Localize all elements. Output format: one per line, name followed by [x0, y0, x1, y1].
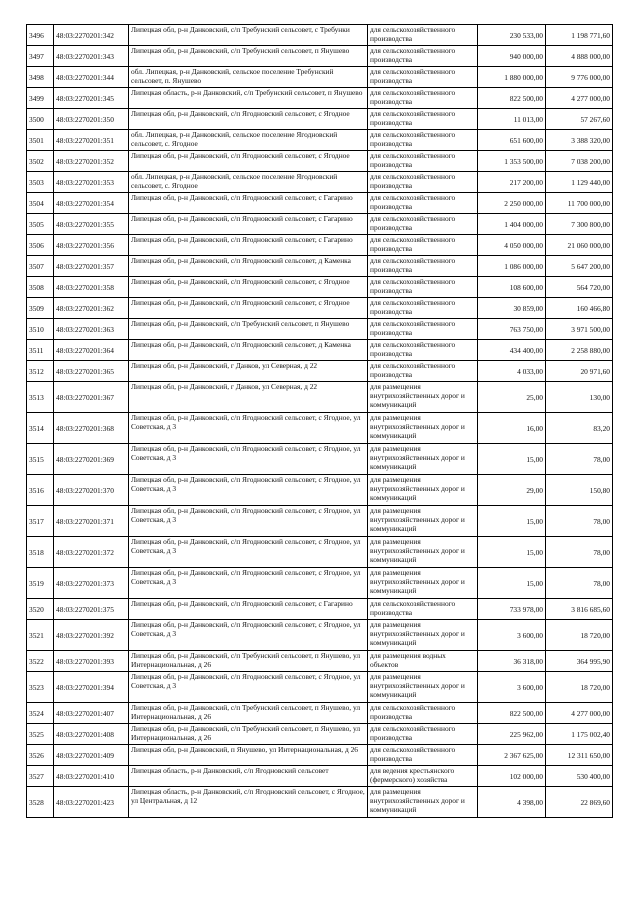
table-row: [27, 46, 613, 67]
cadastral-number-cell: 48:03:2270201:370: [54, 475, 129, 506]
permitted-use-cell: для сельскохозяйственного производства: [368, 172, 478, 193]
cadastral-value-cell: 150,80: [546, 475, 613, 506]
permitted-use-cell: для сельскохозяйственного производства: [368, 67, 478, 88]
table-row: [27, 413, 613, 444]
address-cell: Липецкая обл, р-н Данковский, с/п Ягодновский сельсовет, с Ягодное: [129, 298, 368, 319]
area-cell: 733 978,00: [478, 599, 546, 620]
plot-number-cell: 3527: [27, 766, 54, 787]
cadastral-value-cell: 22 869,60: [546, 787, 613, 818]
address-cell: Липецкая обл, р-н Данковский, с/п Требунский сельсовет, п Янушево: [129, 319, 368, 340]
address-cell: Липецкая обл, р-н Данковский, с/п Ягодновский сельсовет, с Ягодное: [129, 109, 368, 130]
permitted-use-cell: для размещения внутрихозяйственных дорог и коммуникаций: [368, 382, 478, 413]
permitted-use-cell: для размещения внутрихозяйственных дорог и коммуникаций: [368, 537, 478, 568]
table-row: [27, 235, 613, 256]
area-cell: 1 353 500,00: [478, 151, 546, 172]
cadastral-value-cell: 1 129 440,00: [546, 172, 613, 193]
cadastral-number-cell: 48:03:2270201:356: [54, 235, 129, 256]
cadastral-value-cell: 3 388 320,00: [546, 130, 613, 151]
area-cell: 822 500,00: [478, 88, 546, 109]
table-row: [27, 475, 613, 506]
address-cell: Липецкая обл, р-н Данковский, с/п Ягодновский сельсовет, д Каменка: [129, 340, 368, 361]
area-cell: 763 750,00: [478, 319, 546, 340]
plot-number-cell: 3505: [27, 214, 54, 235]
cadastral-value-cell: 1 198 771,60: [546, 25, 613, 46]
address-cell: Липецкая обл, р-н Данковский, с/п Ягодновский сельсовет, с Ягодное, ул Советская, д 3: [129, 444, 368, 475]
area-cell: 15,00: [478, 537, 546, 568]
plot-number-cell: 3511: [27, 340, 54, 361]
cadastral-value-cell: 20 971,60: [546, 361, 613, 382]
area-cell: 1 880 000,00: [478, 67, 546, 88]
cadastral-value-cell: 4 277 000,00: [546, 703, 613, 724]
plot-number-cell: 3502: [27, 151, 54, 172]
address-cell: Липецкая обл, р-н Данковский, с/п Ягодновский сельсовет, с Гагарино: [129, 193, 368, 214]
address-cell: Липецкая область, р-н Данковский, с/п Ягодновский сельсовет, с Ягодное, ул Центральная, д 12: [129, 787, 368, 818]
permitted-use-cell: для сельскохозяйственного производства: [368, 724, 478, 745]
cadastral-number-cell: 48:03:2270201:394: [54, 672, 129, 703]
area-cell: 1 086 000,00: [478, 256, 546, 277]
table-row: [27, 214, 613, 235]
permitted-use-cell: для размещения водных объектов: [368, 651, 478, 672]
plot-number-cell: 3523: [27, 672, 54, 703]
cadastral-number-cell: 48:03:2270201:354: [54, 193, 129, 214]
permitted-use-cell: для сельскохозяйственного производства: [368, 256, 478, 277]
cadastral-number-cell: 48:03:2270201:364: [54, 340, 129, 361]
plot-number-cell: 3497: [27, 46, 54, 67]
cadastral-value-cell: 11 700 000,00: [546, 193, 613, 214]
permitted-use-cell: для сельскохозяйственного производства: [368, 109, 478, 130]
address-cell: Липецкая обл, р-н Данковский, с/п Ягодновский сельсовет, с Гагарино: [129, 599, 368, 620]
address-cell: Липецкая обл, р-н Данковский, с/п Ягодновский сельсовет, с Ягодное, ул Советская, д 3: [129, 413, 368, 444]
table-row: [27, 568, 613, 599]
permitted-use-cell: для сельскохозяйственного производства: [368, 319, 478, 340]
plot-number-cell: 3520: [27, 599, 54, 620]
table-row: [27, 724, 613, 745]
area-cell: 36 318,00: [478, 651, 546, 672]
area-cell: 217 200,00: [478, 172, 546, 193]
area-cell: 4 398,00: [478, 787, 546, 818]
cadastral-value-cell: 83,20: [546, 413, 613, 444]
area-cell: 3 600,00: [478, 672, 546, 703]
table-row: [27, 88, 613, 109]
cadastral-value-cell: 21 060 000,00: [546, 235, 613, 256]
plot-number-cell: 3509: [27, 298, 54, 319]
table-row: [27, 340, 613, 361]
permitted-use-cell: для ведения крестьянского (фермерского) хозяйства: [368, 766, 478, 787]
table-row: [27, 109, 613, 130]
cadastral-value-cell: 7 300 800,00: [546, 214, 613, 235]
address-cell: Липецкая обл, р-н Данковский, с/п Ягодновский сельсовет, с Ягодное: [129, 151, 368, 172]
cadastral-value-cell: 530 400,00: [546, 766, 613, 787]
cadastral-value-cell: 12 311 650,00: [546, 745, 613, 766]
plot-number-cell: 3506: [27, 235, 54, 256]
table-row: [27, 599, 613, 620]
cadastral-number-cell: 48:03:2270201:393: [54, 651, 129, 672]
cadastral-value-cell: 18 720,00: [546, 672, 613, 703]
address-cell: Липецкая обл, р-н Данковский, с/п Ягодновский сельсовет, с Ягодное, ул Советская, д 3: [129, 506, 368, 537]
cadastral-value-cell: 130,00: [546, 382, 613, 413]
plot-number-cell: 3503: [27, 172, 54, 193]
plot-number-cell: 3498: [27, 67, 54, 88]
cadastral-number-cell: 48:03:2270201:357: [54, 256, 129, 277]
cadastral-value-cell: 4 277 000,00: [546, 88, 613, 109]
table-row: [27, 766, 613, 787]
address-cell: Липецкая обл, р-н Данковский, с/п Ягодновский сельсовет, с Гагарино: [129, 214, 368, 235]
cadastral-number-cell: 48:03:2270201:365: [54, 361, 129, 382]
cadastral-number-cell: 48:03:2270201:351: [54, 130, 129, 151]
permitted-use-cell: для сельскохозяйственного производства: [368, 130, 478, 151]
plot-number-cell: 3518: [27, 537, 54, 568]
cadastral-number-cell: 48:03:2270201:355: [54, 214, 129, 235]
permitted-use-cell: для сельскохозяйственного производства: [368, 214, 478, 235]
address-cell: Липецкая область, р-н Данковский, с/п Ягодновский сельсовет: [129, 766, 368, 787]
address-cell: Липецкая обл, р-н Данковский, с/п Требунский сельсовет, п Янушево, ул Интернациональная, д 26: [129, 703, 368, 724]
plot-number-cell: 3522: [27, 651, 54, 672]
cadastral-number-cell: 48:03:2270201:423: [54, 787, 129, 818]
permitted-use-cell: для размещения внутрихозяйственных дорог и коммуникаций: [368, 672, 478, 703]
cadastral-value-cell: 3 816 685,60: [546, 599, 613, 620]
area-cell: 3 600,00: [478, 620, 546, 651]
plot-number-cell: 3524: [27, 703, 54, 724]
table-row: [27, 319, 613, 340]
area-cell: 822 500,00: [478, 703, 546, 724]
address-cell: Липецкая обл, р-н Данковский, с/п Требунский сельсовет, п Янушево, ул Интернациональная, д 26: [129, 724, 368, 745]
cadastral-value-cell: 78,00: [546, 537, 613, 568]
cadastral-number-cell: 48:03:2270201:350: [54, 109, 129, 130]
permitted-use-cell: для сельскохозяйственного производства: [368, 151, 478, 172]
cadastral-number-cell: 48:03:2270201:371: [54, 506, 129, 537]
plot-number-cell: 3501: [27, 130, 54, 151]
cadastral-number-cell: 48:03:2270201:358: [54, 277, 129, 298]
permitted-use-cell: для сельскохозяйственного производства: [368, 599, 478, 620]
plot-number-cell: 3519: [27, 568, 54, 599]
area-cell: 2 250 000,00: [478, 193, 546, 214]
table-row: [27, 444, 613, 475]
cadastral-number-cell: 48:03:2270201:373: [54, 568, 129, 599]
cadastral-value-cell: 2 258 880,00: [546, 340, 613, 361]
address-cell: Липецкая обл, р-н Данковский, с/п Ягодновский сельсовет, с Ягодное, ул Советская, д 3: [129, 537, 368, 568]
cadastral-value-cell: 78,00: [546, 444, 613, 475]
cadastral-number-cell: 48:03:2270201:343: [54, 46, 129, 67]
area-cell: 651 600,00: [478, 130, 546, 151]
table-row: [27, 130, 613, 151]
cadastral-number-cell: 48:03:2270201:342: [54, 25, 129, 46]
cadastral-value-cell: 1 175 002,40: [546, 724, 613, 745]
address-cell: Липецкая обл, р-н Данковский, г Данков, ул Северная, д 22: [129, 361, 368, 382]
table-row: [27, 172, 613, 193]
area-cell: 230 533,00: [478, 25, 546, 46]
plot-number-cell: 3510: [27, 319, 54, 340]
cadastral-number-cell: 48:03:2270201:368: [54, 413, 129, 444]
permitted-use-cell: для размещения внутрихозяйственных дорог и коммуникаций: [368, 413, 478, 444]
plot-number-cell: 3525: [27, 724, 54, 745]
address-cell: Липецкая обл, р-н Данковский, с/п Ягодновский сельсовет, с Ягодное, ул Советская, д 3: [129, 620, 368, 651]
plot-number-cell: 3521: [27, 620, 54, 651]
table-row: [27, 25, 613, 46]
land-plots-table: [26, 24, 613, 818]
permitted-use-cell: для размещения внутрихозяйственных дорог и коммуникаций: [368, 506, 478, 537]
table-row: [27, 651, 613, 672]
area-cell: 16,00: [478, 413, 546, 444]
permitted-use-cell: для сельскохозяйственного производства: [368, 235, 478, 256]
address-cell: обл. Липецкая, р-н Данковский, сельское поселение Требунский сельсовет, п. Янушево: [129, 67, 368, 88]
address-cell: Липецкая обл, р-н Данковский, с/п Ягодновский сельсовет, с Ягодное: [129, 277, 368, 298]
plot-number-cell: 3526: [27, 745, 54, 766]
table-row: [27, 151, 613, 172]
cadastral-value-cell: 9 776 000,00: [546, 67, 613, 88]
cadastral-value-cell: 4 888 000,00: [546, 46, 613, 67]
plot-number-cell: 3513: [27, 382, 54, 413]
permitted-use-cell: для сельскохозяйственного производства: [368, 88, 478, 109]
plot-number-cell: 3507: [27, 256, 54, 277]
cadastral-number-cell: 48:03:2270201:367: [54, 382, 129, 413]
permitted-use-cell: для сельскохозяйственного производства: [368, 298, 478, 319]
permitted-use-cell: для сельскохозяйственного производства: [368, 193, 478, 214]
cadastral-value-cell: 160 466,80: [546, 298, 613, 319]
cadastral-value-cell: 7 038 200,00: [546, 151, 613, 172]
table-row: [27, 745, 613, 766]
address-cell: Липецкая обл, р-н Данковский, с/п Требунский сельсовет, с Требунки: [129, 25, 368, 46]
plot-number-cell: 3508: [27, 277, 54, 298]
cadastral-number-cell: 48:03:2270201:362: [54, 298, 129, 319]
cadastral-value-cell: 364 995,90: [546, 651, 613, 672]
address-cell: Липецкая обл, р-н Данковский, с/п Ягодновский сельсовет, с Гагарино: [129, 235, 368, 256]
area-cell: 108 600,00: [478, 277, 546, 298]
permitted-use-cell: для размещения внутрихозяйственных дорог и коммуникаций: [368, 444, 478, 475]
cadastral-value-cell: 564 720,00: [546, 277, 613, 298]
address-cell: Липецкая обл, р-н Данковский, с/п Ягодновский сельсовет, д Каменка: [129, 256, 368, 277]
plot-number-cell: 3496: [27, 25, 54, 46]
table-row: [27, 537, 613, 568]
cadastral-number-cell: 48:03:2270201:408: [54, 724, 129, 745]
cadastral-number-cell: 48:03:2270201:409: [54, 745, 129, 766]
area-cell: 15,00: [478, 568, 546, 599]
area-cell: 29,00: [478, 475, 546, 506]
permitted-use-cell: для размещения внутрихозяйственных дорог и коммуникаций: [368, 787, 478, 818]
permitted-use-cell: для сельскохозяйственного производства: [368, 277, 478, 298]
table-row: [27, 703, 613, 724]
cadastral-number-cell: 48:03:2270201:410: [54, 766, 129, 787]
area-cell: 4 033,00: [478, 361, 546, 382]
plot-number-cell: 3516: [27, 475, 54, 506]
cadastral-value-cell: 3 971 500,00: [546, 319, 613, 340]
plot-number-cell: 3517: [27, 506, 54, 537]
cadastral-number-cell: 48:03:2270201:363: [54, 319, 129, 340]
table-row: [27, 672, 613, 703]
permitted-use-cell: для сельскохозяйственного производства: [368, 703, 478, 724]
address-cell: Липецкая обл, р-н Данковский, с/п Ягодновский сельсовет, с Ягодное, ул Советская, д 3: [129, 568, 368, 599]
plot-number-cell: 3504: [27, 193, 54, 214]
cadastral-number-cell: 48:03:2270201:407: [54, 703, 129, 724]
table-row: [27, 193, 613, 214]
address-cell: Липецкая обл, р-н Данковский, с/п Ягодновский сельсовет, с Ягодное, ул Советская, д 3: [129, 672, 368, 703]
table-row: [27, 382, 613, 413]
table-row: [27, 361, 613, 382]
address-cell: обл. Липецкая, р-н Данковский, сельское поселение Ягодновский сельсовет, с. Ягодное: [129, 172, 368, 193]
plot-number-cell: 3515: [27, 444, 54, 475]
plot-number-cell: 3512: [27, 361, 54, 382]
table-body: [27, 25, 613, 818]
area-cell: 102 000,00: [478, 766, 546, 787]
permitted-use-cell: для сельскохозяйственного производства: [368, 745, 478, 766]
address-cell: Липецкая обл, р-н Данковский, п Янушево, ул Интернациональная, д 26: [129, 745, 368, 766]
cadastral-value-cell: 5 647 200,00: [546, 256, 613, 277]
area-cell: 2 367 625,00: [478, 745, 546, 766]
area-cell: 11 013,00: [478, 109, 546, 130]
plot-number-cell: 3499: [27, 88, 54, 109]
area-cell: 225 962,00: [478, 724, 546, 745]
area-cell: 25,00: [478, 382, 546, 413]
table-row: [27, 256, 613, 277]
address-cell: Липецкая обл, р-н Данковский, с/п Требунский сельсовет, п Янушево: [129, 46, 368, 67]
plot-number-cell: 3528: [27, 787, 54, 818]
cadastral-value-cell: 57 267,60: [546, 109, 613, 130]
cadastral-value-cell: 18 720,00: [546, 620, 613, 651]
plot-number-cell: 3514: [27, 413, 54, 444]
table-row: [27, 277, 613, 298]
plot-number-cell: 3500: [27, 109, 54, 130]
permitted-use-cell: для сельскохозяйственного производства: [368, 25, 478, 46]
area-cell: 1 404 000,00: [478, 214, 546, 235]
cadastral-value-cell: 78,00: [546, 568, 613, 599]
area-cell: 434 400,00: [478, 340, 546, 361]
cadastral-number-cell: 48:03:2270201:375: [54, 599, 129, 620]
cadastral-number-cell: 48:03:2270201:353: [54, 172, 129, 193]
address-cell: обл. Липецкая, р-н Данковский, сельское поселение Ягодновский сельсовет, с. Ягодное: [129, 130, 368, 151]
table-row: [27, 506, 613, 537]
permitted-use-cell: для сельскохозяйственного производства: [368, 46, 478, 67]
cadastral-number-cell: 48:03:2270201:372: [54, 537, 129, 568]
cadastral-number-cell: 48:03:2270201:344: [54, 67, 129, 88]
cadastral-number-cell: 48:03:2270201:369: [54, 444, 129, 475]
cadastral-number-cell: 48:03:2270201:352: [54, 151, 129, 172]
permitted-use-cell: для сельскохозяйственного производства: [368, 340, 478, 361]
table-row: [27, 67, 613, 88]
address-cell: Липецкая обл, р-н Данковский, с/п Ягодновский сельсовет, с Ягодное, ул Советская, д 3: [129, 475, 368, 506]
address-cell: Липецкая обл, р-н Данковский, г Данков, ул Северная, д 22: [129, 382, 368, 413]
table-row: [27, 298, 613, 319]
cadastral-number-cell: 48:03:2270201:392: [54, 620, 129, 651]
area-cell: 15,00: [478, 444, 546, 475]
cadastral-number-cell: 48:03:2270201:345: [54, 88, 129, 109]
area-cell: 30 859,00: [478, 298, 546, 319]
table-row: [27, 620, 613, 651]
address-cell: Липецкая область, р-н Данковский, с/п Требунский сельсовет, п Янушево: [129, 88, 368, 109]
area-cell: 940 000,00: [478, 46, 546, 67]
area-cell: 4 050 000,00: [478, 235, 546, 256]
address-cell: Липецкая обл, р-н Данковский, с/п Требунский сельсовет, п Янушево, ул Интернациональная, д 26: [129, 651, 368, 672]
cadastral-value-cell: 78,00: [546, 506, 613, 537]
permitted-use-cell: для размещения внутрихозяйственных дорог и коммуникаций: [368, 475, 478, 506]
permitted-use-cell: для размещения внутрихозяйственных дорог и коммуникаций: [368, 620, 478, 651]
table-row: [27, 787, 613, 818]
permitted-use-cell: для сельскохозяйственного производства: [368, 361, 478, 382]
area-cell: 15,00: [478, 506, 546, 537]
permitted-use-cell: для размещения внутрихозяйственных дорог и коммуникаций: [368, 568, 478, 599]
